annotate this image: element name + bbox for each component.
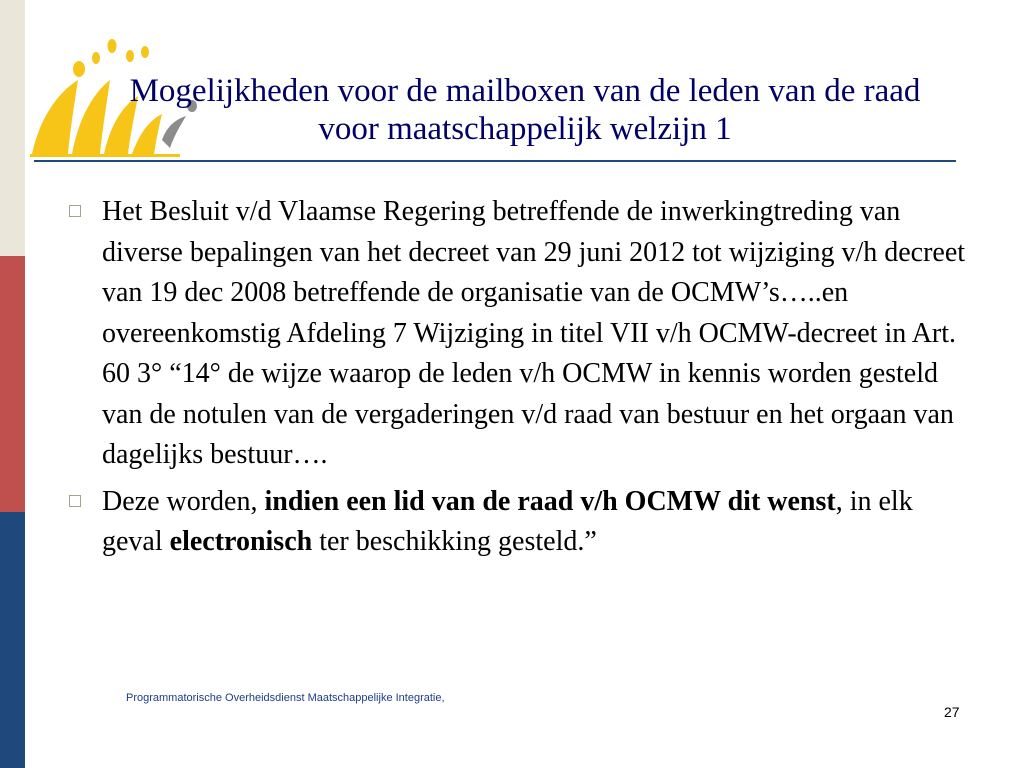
bullet-2-bold-2: electronisch (169, 526, 313, 557)
bullet-2-part-1: Deze worden, (102, 485, 265, 517)
square-bullet-icon (69, 205, 81, 217)
side-band-blue (0, 512, 25, 768)
bullet-item-2 (66, 482, 966, 563)
bullet-2-part-3: ter beschikking gesteld.” (312, 526, 597, 557)
bullet-1-text: Het Besluit v/d Vlaamse Regering betreffende de inwerkingtreding van diverse bepalingen van het decreet van 29 juni 2012 tot wijziging v/h decreet van 19 dec 2008 betreffende de organisatie van de OCMW’s…..en overeenkomstig Afdeling 7 Wijziging in titel VII v/h OCMW-decreet in Art. 60 3° “14° de wijze waarop de leden v/h OCMW in kennis worden gesteld van de notulen van de vergaderingen v/d raad van bestuur en het orgaan van dagelijks bestuur…. (102, 196, 966, 470)
bullet-list (66, 192, 966, 563)
square-bullet-icon (69, 495, 81, 507)
title-divider (34, 160, 956, 162)
footer-organization: Programmatorische Overheidsdienst Maatschappelijke Integratie, (126, 692, 445, 704)
slide-title (60, 72, 990, 148)
page-number: 27 (944, 704, 960, 720)
side-band-red (0, 256, 25, 512)
title-line-2: voor maatschappelijk welzijn 1 (318, 111, 732, 147)
side-band-beige (0, 0, 25, 256)
bullet-item-1 (66, 192, 966, 476)
title-line-1: Mogelijkheden voor de mailboxen van de leden van de raad (129, 73, 921, 109)
bullet-2-part-2: , in elk geval (102, 485, 913, 557)
bullet-2-bold-1: indien een lid van de raad v/h OCMW dit wenst (264, 485, 836, 517)
